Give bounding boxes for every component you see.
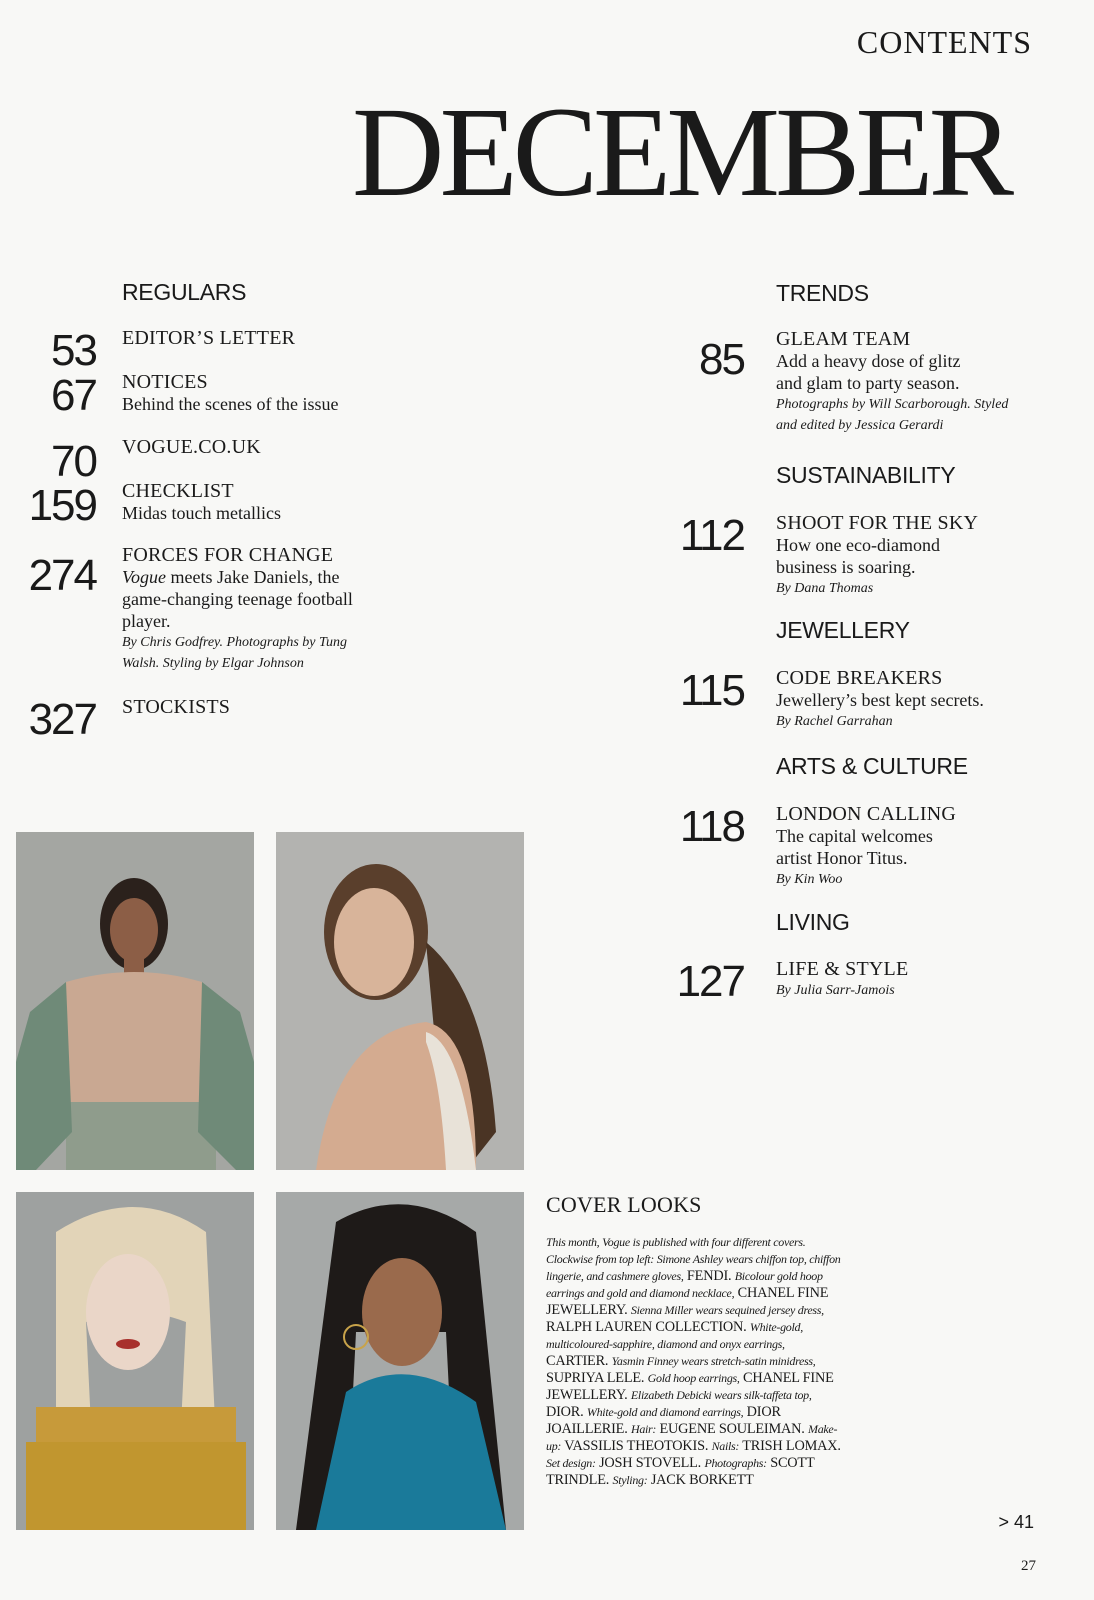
entry-title: LONDON CALLING bbox=[776, 803, 956, 825]
page-number-notices: 67 bbox=[51, 371, 96, 420]
portrait-photo-icon bbox=[276, 1192, 524, 1530]
entry-description bbox=[122, 566, 372, 632]
cover-credit-brand: DIOR. bbox=[546, 1404, 584, 1420]
cover-credit-role: Styling: bbox=[612, 1473, 648, 1487]
cover-credit-brand: RALPH LAUREN COLLECTION. bbox=[546, 1319, 747, 1335]
entry-title: CODE BREAKERS bbox=[776, 667, 943, 689]
portrait-photo-icon bbox=[276, 832, 524, 1170]
entry-code-breakers[interactable] bbox=[776, 667, 1076, 732]
entry-description: Behind the scenes of the issue bbox=[122, 394, 339, 414]
page-number-checklist: 159 bbox=[28, 481, 96, 530]
section-heading-trends: TRENDS bbox=[776, 280, 869, 306]
cover-caption-text: White-gold, multicoloured-sapphire, diamond and onyx earrings, bbox=[546, 1320, 803, 1351]
cover-photo-top-left bbox=[16, 832, 254, 1170]
cover-credit-name: EUGENE SOULEIMAN. bbox=[659, 1421, 805, 1437]
cover-credit-brand: CHANEL FINE JEWELLERY. bbox=[546, 1285, 829, 1318]
entry-shoot-for-the-sky[interactable] bbox=[776, 512, 1076, 599]
page-number: 27 bbox=[1021, 1558, 1036, 1574]
entry-vogue-co-uk[interactable] bbox=[122, 436, 422, 458]
cover-caption-text: White-gold and diamond earrings, bbox=[586, 1405, 744, 1419]
entry-credit: By Rachel Garrahan bbox=[776, 714, 893, 729]
entry-description: Jewellery’s best kept secrets. bbox=[776, 690, 984, 710]
entry-description: Midas touch metallics bbox=[122, 503, 281, 523]
entry-title: STOCKISTS bbox=[122, 696, 231, 718]
entry-title: VOGUE.CO.UK bbox=[122, 436, 261, 458]
cover-credit-role: Set design: bbox=[546, 1456, 596, 1470]
cover-credit-role: Make-up: bbox=[546, 1422, 838, 1453]
cover-credit-name: JACK BORKETT bbox=[650, 1472, 754, 1488]
cover-photo-bottom-right bbox=[276, 1192, 524, 1530]
cover-credit-name: VASSILIS THEOTOKIS. bbox=[564, 1438, 709, 1454]
cover-caption-text: Yasmin Finney wears stretch-satin minidress, bbox=[611, 1354, 816, 1368]
continued-page-link[interactable]: > 41 bbox=[998, 1512, 1034, 1532]
entry-description: How one eco-diamond business is soaring. bbox=[776, 535, 940, 577]
cover-looks-text bbox=[546, 1234, 846, 1489]
entry-title: CHECKLIST bbox=[122, 480, 234, 502]
entry-london-calling[interactable] bbox=[776, 803, 1076, 890]
cover-caption-text: Gold hoop earrings, bbox=[647, 1371, 740, 1385]
entry-title: GLEAM TEAM bbox=[776, 328, 911, 350]
page-number-gleam-team: 85 bbox=[699, 335, 744, 384]
entry-credit: By Chris Godfrey. Photographs by Tung Walsh. Styling by Elgar Johnson bbox=[122, 635, 348, 671]
contents-label: CONTENTS bbox=[856, 24, 1032, 60]
entry-gleam-team[interactable] bbox=[776, 328, 1076, 436]
issue-month-title: DECEMBER bbox=[352, 81, 1009, 223]
entry-life-and-style[interactable] bbox=[776, 958, 1076, 1001]
cover-credit-brand: SUPRIYA LELE. bbox=[546, 1370, 645, 1386]
entry-title: FORCES FOR CHANGE bbox=[122, 544, 334, 566]
entry-checklist[interactable] bbox=[122, 480, 422, 524]
section-heading-jewellery: JEWELLERY bbox=[776, 617, 910, 643]
entry-stockists[interactable] bbox=[122, 696, 422, 718]
cover-credit-name: SCOTT TRINDLE. bbox=[546, 1455, 815, 1488]
section-heading-living: LIVING bbox=[776, 909, 850, 935]
cover-caption-text: Sienna Miller wears sequined jersey dress, bbox=[630, 1303, 824, 1317]
entry-editors-letter[interactable] bbox=[122, 327, 422, 349]
portrait-photo-icon bbox=[16, 1192, 254, 1530]
page-number-code-breakers: 115 bbox=[679, 666, 744, 715]
portrait-photo-icon bbox=[16, 832, 254, 1170]
cover-caption-text: Elizabeth Debicki wears silk-taffeta top, bbox=[630, 1388, 812, 1402]
page-number-london-calling: 118 bbox=[679, 802, 744, 851]
page-number-editors-letter: 53 bbox=[51, 326, 96, 375]
section-heading-arts-culture: ARTS & CULTURE bbox=[776, 753, 968, 779]
description-text: meets Jake Daniels, the game-changing teenage football player. bbox=[122, 567, 353, 631]
cover-photo-bottom-left bbox=[16, 1192, 254, 1530]
cover-caption-text: This month, Vogue is published with four different covers. Clockwise from top left: Simone Ashley wears chiffon top, chiffon lingerie, and cashmere gloves, bbox=[546, 1235, 841, 1283]
cover-credit-brand: CHANEL FINE JEWELLERY. bbox=[546, 1370, 834, 1403]
entry-credit: By Julia Sarr-Jamois bbox=[776, 983, 895, 998]
entry-credit: By Dana Thomas bbox=[776, 581, 874, 596]
entry-title: EDITOR’S LETTER bbox=[122, 327, 296, 349]
entry-title: NOTICES bbox=[122, 371, 208, 393]
page-number-life-and-style: 127 bbox=[676, 957, 744, 1006]
cover-credit-name: TRISH LOMAX. bbox=[742, 1438, 841, 1454]
entry-credit: By Kin Woo bbox=[776, 872, 843, 887]
cover-photo-top-right bbox=[276, 832, 524, 1170]
cover-credit-role: Hair: bbox=[630, 1422, 657, 1436]
entry-description: The capital welcomes artist Honor Titus. bbox=[776, 826, 933, 868]
page-number-vogue-co-uk: 70 bbox=[51, 437, 96, 486]
cover-credit-name: JOSH STOVELL. bbox=[599, 1455, 702, 1471]
entry-title: LIFE & STYLE bbox=[776, 958, 909, 980]
cover-credit-role: Photographs: bbox=[704, 1456, 767, 1470]
cover-looks-heading: COVER LOOKS bbox=[546, 1192, 702, 1217]
cover-credit-brand: CARTIER. bbox=[546, 1353, 609, 1369]
entry-description: Add a heavy dose of glitz and glam to party season. bbox=[776, 351, 961, 393]
page-number-shoot-for-the-sky: 112 bbox=[679, 511, 744, 560]
entry-forces-for-change[interactable] bbox=[122, 544, 372, 674]
cover-caption-text: Bicolour gold hoop earrings and gold and diamond necklace, bbox=[546, 1269, 823, 1300]
page-number-forces-for-change: 274 bbox=[28, 551, 96, 600]
page-number-stockists: 327 bbox=[28, 695, 96, 744]
cover-credit-role: Nails: bbox=[711, 1439, 740, 1453]
section-heading-sustainability: SUSTAINABILITY bbox=[776, 462, 956, 488]
magazine-name: Vogue bbox=[122, 567, 166, 587]
entry-title: SHOOT FOR THE SKY bbox=[776, 512, 979, 534]
entry-credit: Photographs by Will Scarborough. Styled and edited by Jessica Gerardi bbox=[776, 397, 1009, 433]
cover-credit-brand: FENDI. bbox=[686, 1268, 732, 1284]
cover-credit-brand: DIOR JOAILLERIE. bbox=[546, 1404, 781, 1437]
section-heading-regulars: REGULARS bbox=[122, 279, 247, 305]
entry-notices[interactable] bbox=[122, 371, 422, 415]
